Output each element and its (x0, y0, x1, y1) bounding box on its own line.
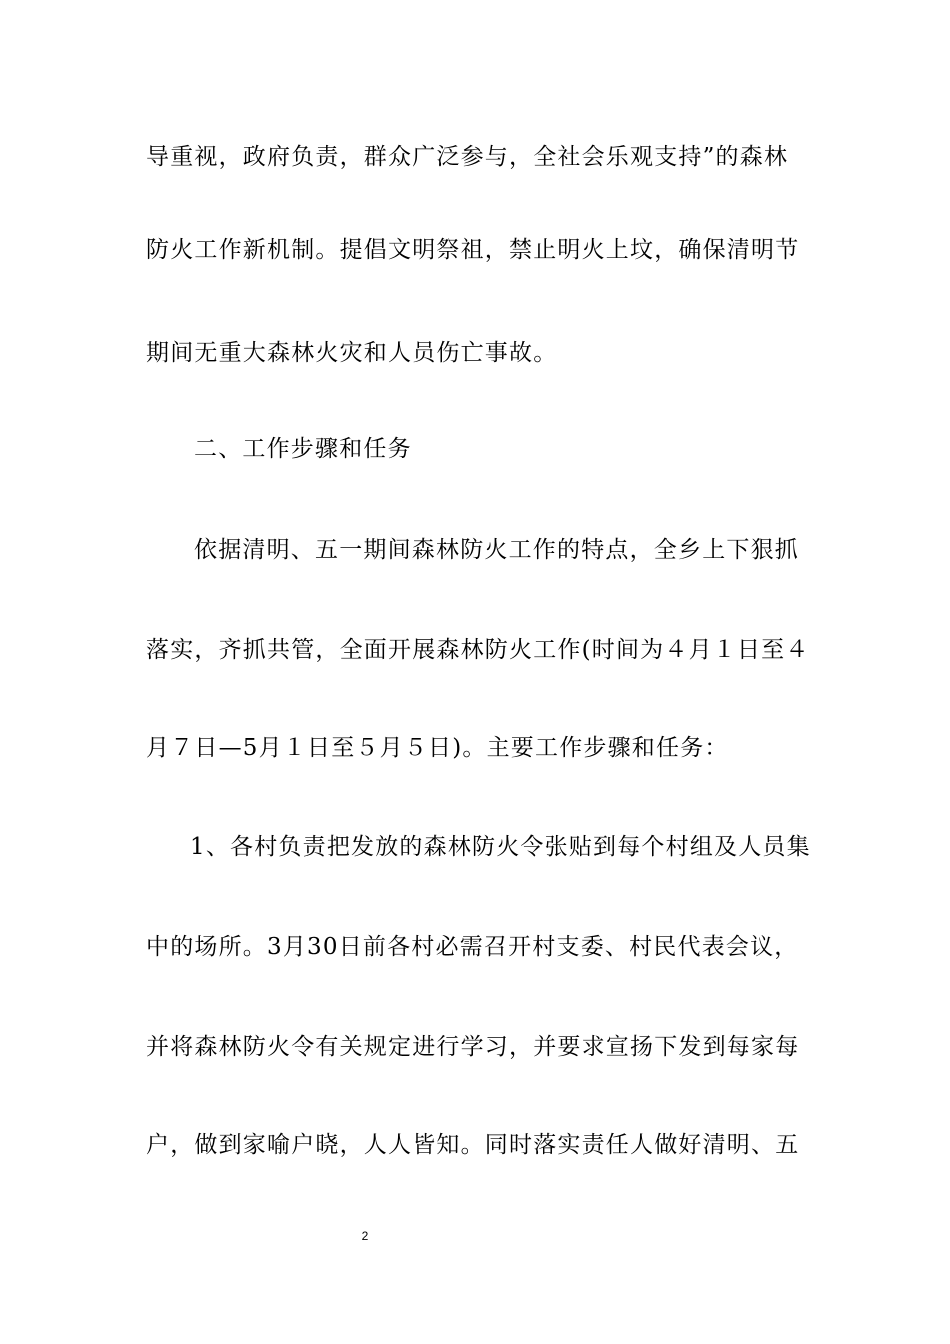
body-text-line: 并将森林防火令有关规定进行学习，并要求宣扬下发到每家每 (146, 1034, 800, 1060)
page-number: 2 (361, 1229, 369, 1243)
body-text-line: 依据清明、五一期间森林防火工作的特点，全乡上下狠抓 (194, 537, 799, 563)
body-text-line: 1、各村负责把发放的森林防火令张贴到每个村组及人员集 (190, 834, 811, 860)
body-text-line: 中的场所。3月30日前各村必需召开村支委、村民代表会议， (146, 934, 799, 960)
body-text-line: 户，做到家喻户晓，人人皆知。同时落实责任人做好清明、五 (146, 1132, 800, 1158)
body-text-line: 防火工作新机制。提倡文明祭祖，禁止明火上坟，确保清明节 (146, 237, 800, 263)
body-text-line: 落实，齐抓共管，全面开展森林防火工作(时间为４月１日至４ (146, 637, 810, 663)
section-heading: 二、工作步骤和任务 (194, 436, 412, 462)
body-text-line: 导重视，政府负责，群众广泛参与，全社会乐观支持”的森林 (146, 144, 789, 170)
body-text-line: 月７日—5月１日至５月５日)。主要工作步骤和任务： (146, 735, 729, 761)
body-text-line: 期间无重大森林火灾和人员伤亡事故。 (146, 340, 558, 366)
